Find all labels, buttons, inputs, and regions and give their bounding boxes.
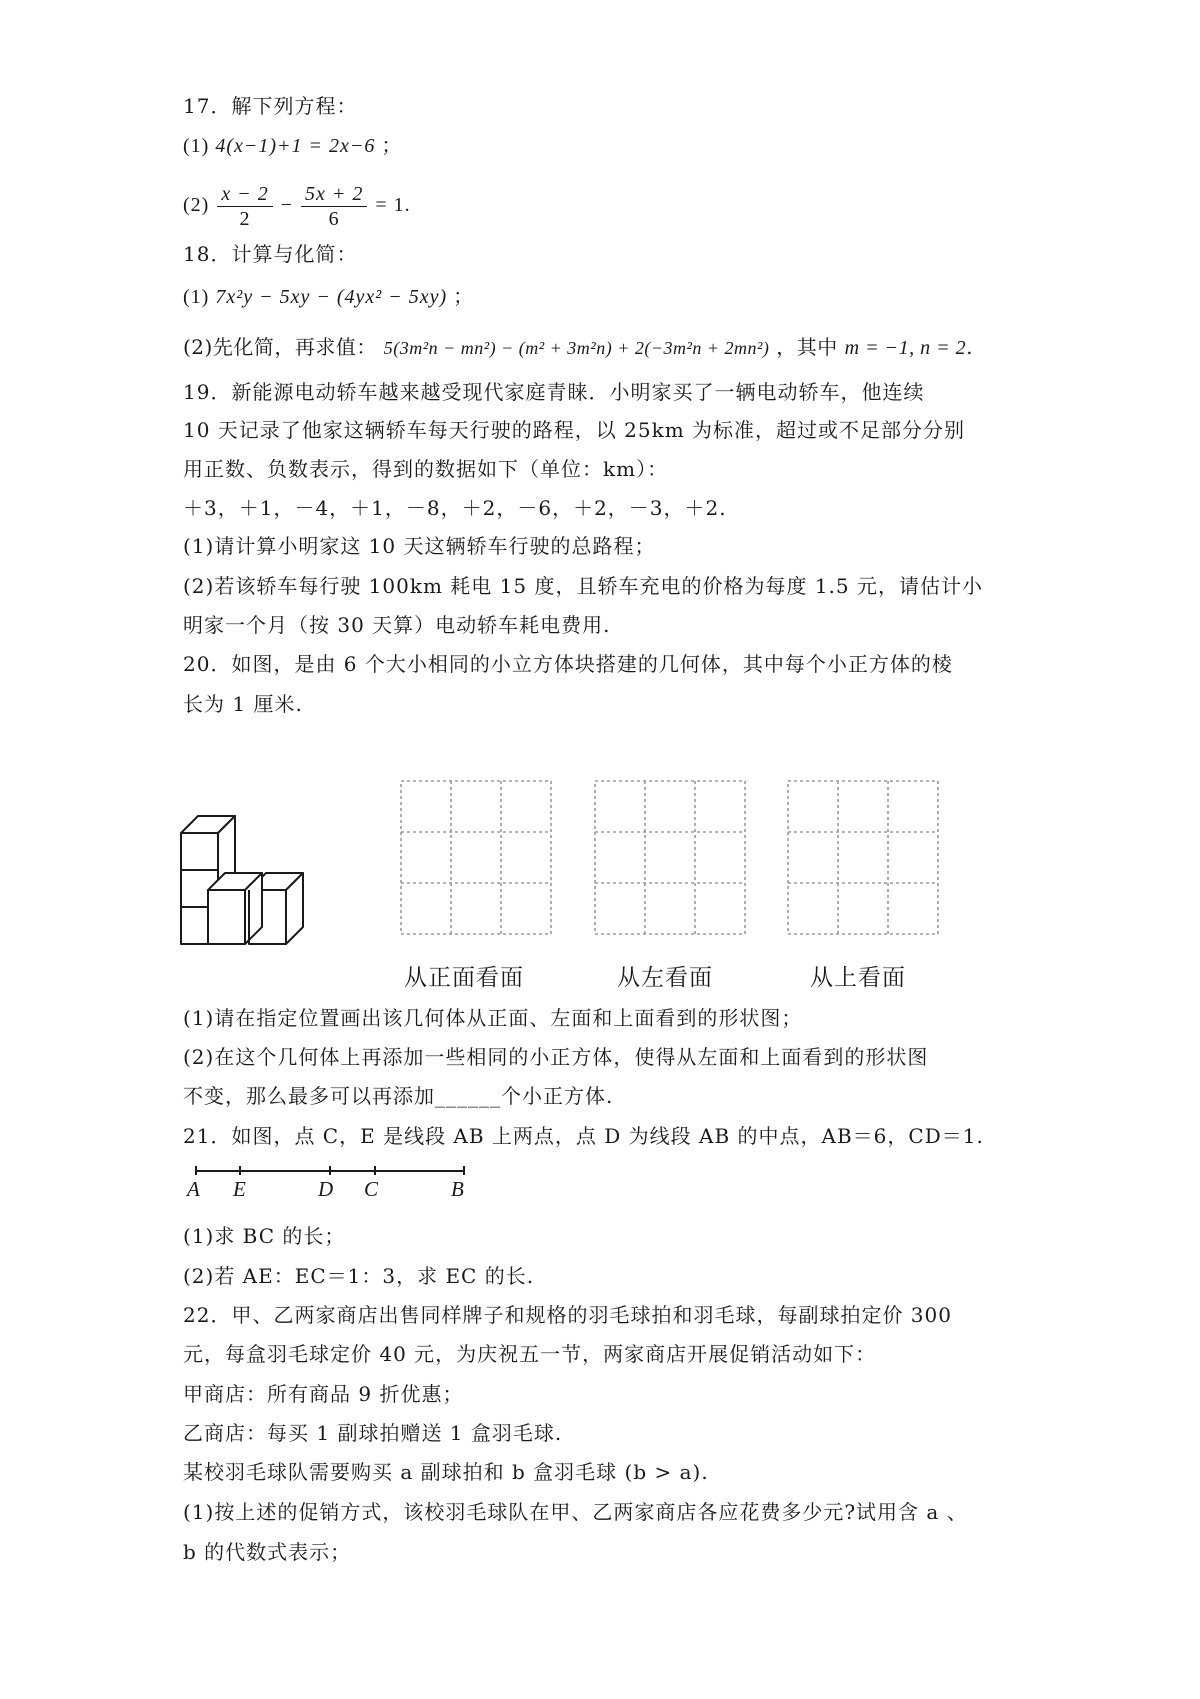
caption-front-view: 从正面看面 <box>404 965 524 991</box>
q17-title: 17．解下列方程： <box>183 94 358 118</box>
q17-p2-end: . <box>404 194 411 216</box>
q17-p2-rhs: = 1 <box>375 194 405 216</box>
q19-part2-line-2: 明家一个月（按 30 天算）电动轿车耗电费用. <box>183 613 611 637</box>
point-C-label: C <box>364 1177 379 1201</box>
point-A-label: A <box>187 1177 200 1201</box>
q22-shop-yi: 乙商店：每买 1 副球拍赠送 1 盒羽毛球. <box>183 1421 563 1445</box>
point-E-label: E <box>233 1177 246 1201</box>
q20-part2-line-1: (2)在这个几何体上再添加一些相同的小正方体，使得从左面和上面看到的形状图 <box>183 1045 929 1069</box>
q18-p1-label: (1) <box>183 286 210 308</box>
q17-frac1-num: x − 2 <box>217 182 272 207</box>
q21-part2: (2)若 AE：EC＝1：3，求 EC 的长. <box>183 1264 535 1288</box>
q19-line-2: 10 天记录了他家这辆轿车每天行驶的路程，以 25km 为标准，超过或不足部分分别 <box>183 418 966 442</box>
q22-line-2: 元，每盒羽毛球定价 40 元，为庆祝五一节，两家商店开展促销活动如下： <box>183 1342 877 1366</box>
view-grid-front <box>400 780 552 935</box>
q17-frac2-den: 6 <box>328 207 340 230</box>
point-D-label: D <box>318 1177 334 1201</box>
q20-line-2: 长为 1 厘米. <box>183 692 303 716</box>
q18-part1 <box>183 283 474 311</box>
q18-p2-label: (2)先化简，再求值： <box>183 335 377 359</box>
q18-title: 18．计算与化简： <box>183 242 358 266</box>
q17-fraction-1 <box>217 182 272 231</box>
q22-shop-jia: 甲商店：所有商品 9 折优惠； <box>183 1382 464 1406</box>
q19-line-1: 19．新能源电动轿车越来越受现代家庭青睐．小明家买了一辆电动轿车，他连续 <box>183 380 925 404</box>
q17-frac2-num: 5x + 2 <box>301 182 367 207</box>
q17-p2-op: − <box>280 194 293 216</box>
q17-fraction-2 <box>301 182 367 231</box>
q17-p1-label: (1) <box>183 135 210 157</box>
q18-p1-expr: 7x²y − 5xy − (4yx² − 5xy) <box>215 286 448 308</box>
q17-frac1-den: 2 <box>239 207 251 230</box>
q17-p1-end: ； <box>381 135 403 157</box>
q22-line-1: 22．甲、乙两家商店出售同样牌子和规格的羽毛球拍和羽毛球，每副球拍定价 300 <box>183 1303 952 1327</box>
q20-part1: (1)请在指定位置画出该几何体从正面、左面和上面看到的形状图； <box>183 1006 803 1030</box>
q18-p2-cond-prefix: ，其中 <box>776 335 838 359</box>
caption-left-view: 从左看面 <box>617 965 713 991</box>
q19-part2-line-1: (2)若该轿车每行驶 100km 耗电 15 度，且轿车充电的价格为每度 1.5 元，请估计小 <box>183 574 983 598</box>
view-grid-top <box>787 780 939 935</box>
q20-part2-line-2: 不变，那么最多可以再添加______个小正方体. <box>183 1084 614 1108</box>
q17-p2-label: (2) <box>183 194 210 216</box>
caption-top-view: 从上看面 <box>810 965 906 991</box>
q20-line-1: 20．如图，是由 6 个大小相同的小立方体块搭建的几何体，其中每个小正方体的棱 <box>183 652 953 676</box>
q22-line-5: 某校羽毛球队需要购买 a 副球拍和 b 盒羽毛球 (b > a). <box>183 1460 709 1484</box>
q21-part1: (1)求 BC 的长； <box>183 1224 346 1248</box>
q22-part1-line-2: b 的代数式表示； <box>183 1540 352 1564</box>
q17-part1 <box>183 132 402 160</box>
q18-part2 <box>183 333 973 362</box>
q19-line-3: 用正数、负数表示，得到的数据如下（单位：km）： <box>183 457 669 481</box>
view-grid-left <box>594 780 746 935</box>
q19-part1: (1)请计算小明家这 10 天这辆轿车行驶的总路程； <box>183 534 656 558</box>
q17-part2 <box>183 177 411 233</box>
q17-p1-expr: 4(x−1)+1 = 2x−6 <box>215 135 376 157</box>
q18-p2-expr: 5(3m²n − mn²) − (m² + 3m²n) + 2(−3m²n + 2mn²) <box>383 338 770 358</box>
q19-data-line: ＋3，＋1，－4，＋1，－8，＋2，－6，＋2，－3，＋2. <box>183 496 727 520</box>
q18-p1-end: ； <box>453 286 475 308</box>
cube-structure-figure <box>175 795 315 945</box>
q18-p2-end: . <box>966 335 973 359</box>
q22-part1-line-1: (1)按上述的促销方式，该校羽毛球队在甲、乙两家商店各应花费多少元?试用含 a 、 <box>183 1500 968 1524</box>
q21-line: 21．如图，点 C，E 是线段 AB 上两点，点 D 为线段 AB 的中点，AB＝6，CD＝1. <box>183 1124 984 1148</box>
point-B-label: B <box>451 1177 464 1201</box>
q18-p2-cond: m = −1, n = 2 <box>844 337 967 359</box>
